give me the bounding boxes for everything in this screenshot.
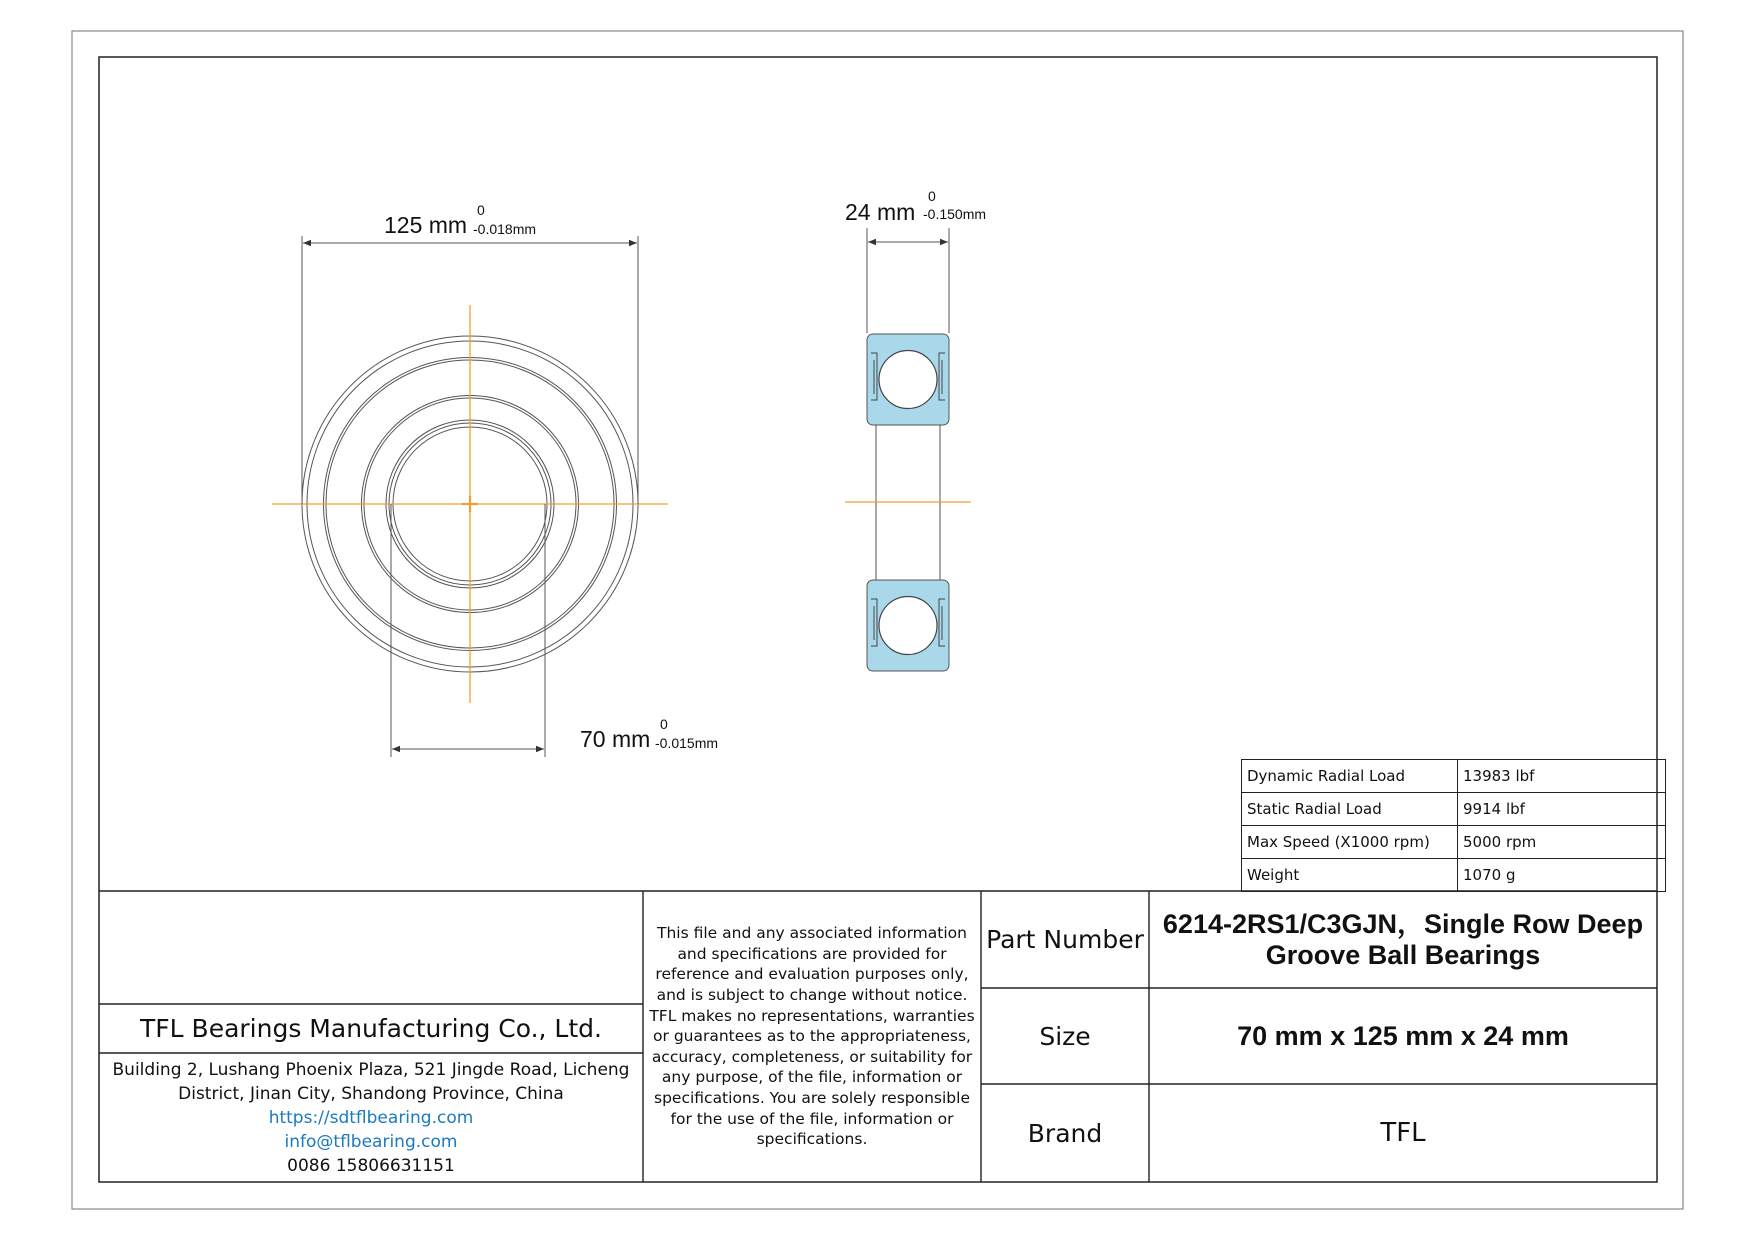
address-line-1: Building 2, Lushang Phoenix Plaza, 521 Jingde Road, Licheng <box>112 1059 630 1080</box>
spec-value: 13983 lbf <box>1458 760 1666 793</box>
spec-label: Static Radial Load <box>1242 793 1458 826</box>
spec-row <box>1242 826 1666 859</box>
part-number-line-2: Groove Ball Bearings <box>1265 939 1541 970</box>
disclaimer-line: or guarantees as to the appropriateness, <box>653 1027 971 1046</box>
disclaimer-block <box>643 891 981 1182</box>
side-view <box>845 188 986 671</box>
width-lower-tol: -0.150mm <box>923 206 987 222</box>
spec-value: 1070 g <box>1458 859 1666 892</box>
width-upper-tol: 0 <box>928 188 936 204</box>
email-link[interactable]: info@tflbearing.com <box>284 1131 458 1152</box>
brand-value: TFL <box>1380 1118 1426 1148</box>
website-link[interactable]: https://sdtflbearing.com <box>268 1107 474 1128</box>
phone-number: 0086 15806631151 <box>287 1155 455 1176</box>
top-section <box>867 334 949 425</box>
spec-value: 9914 lbf <box>1458 793 1666 826</box>
bore-lower-tol: -0.015mm <box>655 735 719 751</box>
disclaimer-line: TFL makes no representations, warranties <box>649 1006 975 1025</box>
company-name: TFL Bearings Manufacturing Co., Ltd. <box>140 1014 602 1043</box>
brand-label: Brand <box>1027 1118 1103 1148</box>
od-nominal: 125 mm <box>384 212 468 238</box>
disclaimer-line: reference and evaluation purposes only, <box>655 965 969 984</box>
spec-label: Dynamic Radial Load <box>1242 760 1458 793</box>
part-number-line-1: 6214-2RS1/C3GJN，Single Row Deep <box>1162 908 1644 939</box>
disclaimer-line: specifications. <box>756 1130 868 1149</box>
bore-upper-tol: 0 <box>660 716 668 732</box>
spec-value: 5000 rpm <box>1458 826 1666 859</box>
spec-row <box>1242 793 1666 826</box>
disclaimer-line: This file and any associated information <box>657 924 967 943</box>
part-number-value <box>1149 891 1657 988</box>
disclaimer-line: and specifications are provided for <box>677 944 947 963</box>
width-nominal: 24 mm <box>845 199 916 225</box>
specs-table <box>1241 759 1666 892</box>
disclaimer-line: for the use of the file, information or <box>670 1109 954 1128</box>
front-view <box>272 202 718 757</box>
disclaimer-line: specifications. You are solely responsible <box>654 1088 970 1107</box>
size-value: 70 mm x 125 mm x 24 mm <box>1237 1020 1569 1051</box>
address-line-2: District, Jinan City, Shandong Province, China <box>178 1083 564 1104</box>
bottom-section <box>867 580 949 671</box>
spec-row <box>1242 859 1666 892</box>
disclaimer-line: and is subject to change without notice. <box>656 986 968 1005</box>
bore-nominal: 70 mm <box>580 726 651 752</box>
spec-row <box>1242 760 1666 793</box>
spec-label: Max Speed (X1000 rpm) <box>1242 826 1458 859</box>
company-contact <box>99 1053 643 1182</box>
size-label: Size <box>1039 1021 1091 1051</box>
od-upper-tol: 0 <box>477 202 485 218</box>
disclaimer-line: any purpose, of the file, information or <box>661 1068 963 1087</box>
spec-label: Weight <box>1242 859 1458 892</box>
part-number-label: Part Number <box>986 925 1144 954</box>
disclaimer-line: accuracy, completeness, or suitability for <box>651 1047 973 1066</box>
od-lower-tol: -0.018mm <box>473 221 537 237</box>
